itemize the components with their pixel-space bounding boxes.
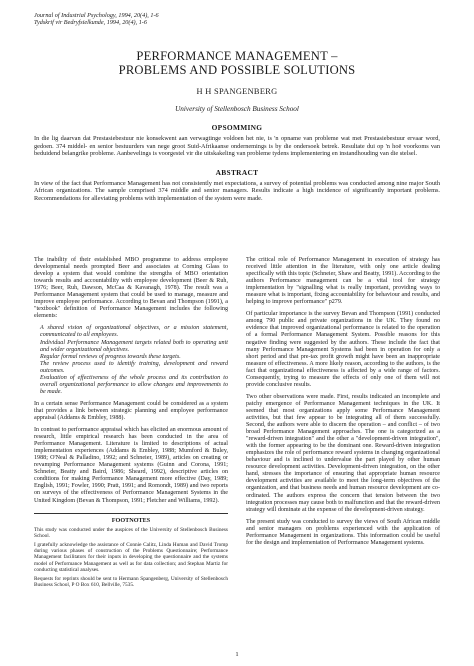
- journal-line-afrikaans: Tydskrif vir Bedryfsielkunde, 1994, 20(4), 1-6: [34, 19, 147, 27]
- paragraph: Of particular importance is the survey Bevan and Thompson (1991) conducted among 790 public and private organizations in the UK. They found no evidence that improved organizational performance is related to the operation of a formal Performance Management System. Possible reasons for this negative finding were suggested by the authors. These include the fact that many Performance Management Systems had been in operation for only a short period and that pre-tax profit growth might have been an inappropriate measure of effectiveness. A more likely reason, according to the authors, is the fact that organizational effectiveness is affected by a wide range of factors. Consequently, trying to measure the effects of only one of them will not provide conclusive results.: [246, 311, 440, 388]
- author-name: H H SPANGENBERG: [196, 87, 278, 97]
- paragraph: Two other observations were made. First, results indicated an incomplete and patchy emergence of Performance Management techniques in the UK. It seemed that most organizations apply some Performance Management activities, but that few appear to be integrating all of them successfully. Second, the authors were able to discern the operation – and conflict – of two broad Performance Management approaches. The one is categorized as a "reward-driven integration" and the other a "development-driven integration", with the former appearing to be the dominant one. Reward-driven integration emphasizes the role of performance reward systems in changing organizational behaviour and is inclined to undervalue the part played by other human resource development activities. Development-driven integration, on the other hand, stresses the importance of ensuring that appropriate human resource development activities are available to meet the long-term objectives of the organization, and that business needs and human resource development are co-ordinated. The authors express the concern that tension between the two integration processes may cause both to malfunction and that the reward-driven strategy will dominate at the expense of the development-driven strategy.: [246, 393, 440, 513]
- body-columns: [34, 257, 440, 643]
- paper-title: [34, 49, 440, 77]
- footnote: I gratefully acknowledge the assistance of Connie Calitz, Linda Human and David Tromp during various phases of construction of the Problems Questionnaire; Performance Management facilitators for their inputs in developing the questionnaire and the systems model of Performance Management as well as for data collection; and Stephan Martiz for conducting statistical analyses.: [34, 542, 228, 573]
- left-column: [34, 257, 228, 588]
- list-item: Evaluation of effectiveness of the whole process and its contribution to overall organizational performance to allow changes and improvements to be made.: [40, 374, 228, 395]
- journal-citation: [34, 12, 440, 27]
- footnote: Requests for reprints should be sent to Hermann Spangenberg, University of Stellenbosch Business School, P O Box 610, Bellville, 7535.: [34, 576, 228, 589]
- paragraph: In a certain sense Performance Management could be considered as a system that provides a link between strategic planning and employee performance appraisal (Addams & Embley, 1988).: [34, 400, 228, 421]
- title-line-1: PERFORMANCE MANAGEMENT –: [136, 48, 338, 63]
- footnote: This study was conducted under the auspices of the University of Stellenbosch Business School.: [34, 526, 228, 539]
- list-item: Individual Performance Management targets related both to operating unit and wider organizational objectives.: [40, 339, 228, 353]
- page-number: 1: [235, 651, 239, 658]
- abstract-text: In view of the fact that Performance Management has not consistently met expectations, a survey of potential problems was conducted among nine major South African organizations. The sample comprised 374 middle and senior managers. Results indicate a high incidence of significantly important problems. Recommendations for alleviating problems with implementation of the system were made.: [34, 179, 440, 202]
- abstract-heading: ABSTRACT: [215, 167, 259, 177]
- opsomming-heading: OPSOMMING: [211, 123, 263, 133]
- list-item: A shared vision of organizational objectives, or a mission statement, communicated to all employees.: [40, 325, 228, 339]
- right-column: [246, 257, 440, 552]
- paragraph: In contrast to performance appraisal which has elicited an enormous amount of research, little empirical research has been conducted in the area of Performance Management. Literature is limited to descriptions of actual implementation experiences (Addams & Embley, 1988; Mumford & Buley, 1988; O'Neal & Palladino, 1992; and Schneier, 1989), articles on creating or revamping Performance Management systems (Guinn and Corona, 1991; Schneier, Beatty and Baird, 1986; Sheard, 1992), descriptive articles on conditions for making Performance Management more effective (Day, 1989; English, 1991; Fowler, 1990; Pratt, 1991; and Romondt, 1989) and two reports on surveys of the effectiveness of Performance Management Systems in the United Kingdom (Bevan & Thompson, 1991; Fletcher and Williams, 1992).: [34, 427, 228, 504]
- list-item: The review process used to identify training, development and reward outcomes.: [40, 360, 228, 374]
- paragraph: The inability of their established MBO programme to address employee developmental needs prompted Beer and associates at Corning Glass to develop a system that would combine the strengths of MBO orientation towards results and accountability with employee development (Beer & Ruh, 1976; Beer, Ruh, Dawson, McCaa & Kavanagh, 1978). The result was a Performance Management system that could be used to manage, measure and improve employee performance. According to Bevan and Thompson (1991), a "textbook" definition of Performance Management includes the following elements:: [34, 257, 228, 320]
- opsomming-text: In die lig daarvan dat Prestasiebestuur nie konsekwent aan verwagtinge voldoen het nie, is 'n opname van probleme wat met Prestasiebestuur ervaar word, gedoen. 374 middel- en senior bestuurders van nege groot Suid-Afrikaanse ondernemings is by die ondersoek betrek. Resultate dui op 'n hoë voorkoms van beduidend belangrike probleme. Aanbevelings is voorgestel vir die uitskakeling van probleme tydens implementering en instandhouding van die stelsel.: [34, 135, 440, 158]
- journal-line-english: Journal of Industrial Psychology, 1994, 20(4), 1-6: [34, 12, 159, 19]
- author-affiliation: University of Stellenbosch Business School: [175, 105, 299, 114]
- title-line-2: PROBLEMS AND POSSIBLE SOLUTIONS: [118, 63, 356, 78]
- paragraph: The critical role of Performance Management in execution of strategy has received little attention in the literature, with only one article dealing specifically with this topic (Schneier, Shaw and Beatty, 1991). According to the authors Performance management can be a vital tool for strategy implementation by "signalling what is really important, providing ways to measure what is important, fixing accountability for behaviour and results, and helping to improve performance" p279.: [246, 257, 440, 306]
- paragraph: The present study was conducted to survey the views of South African middle and senior managers on problems experienced with the application of Performance Management in organizations. This information could be useful for the design and implementation of Performance Management systems.: [246, 518, 440, 546]
- definition-list: [40, 325, 228, 395]
- footnotes-heading: FOOTNOTES: [34, 513, 228, 524]
- list-item: Regular formal reviews of progress towards these targets.: [40, 353, 181, 360]
